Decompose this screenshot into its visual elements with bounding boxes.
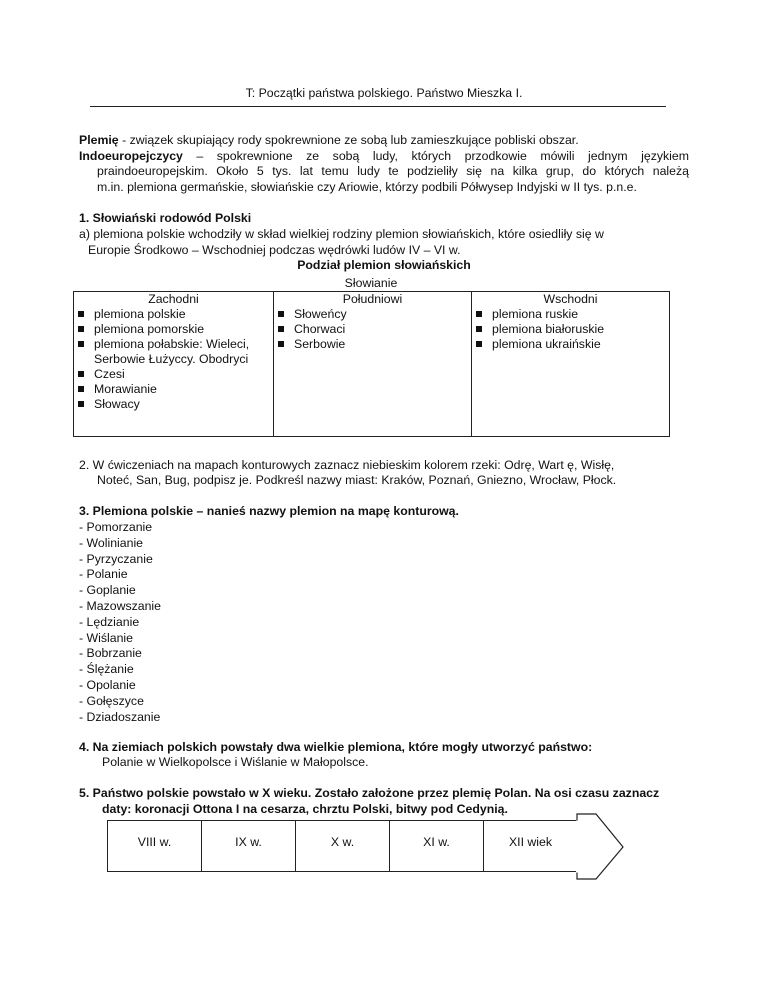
section1-line2: Europie Środkowo – Wschodniej podczas wędrówki ludów IV – VI w. — [88, 243, 461, 257]
list-item: Morawianie — [74, 382, 273, 397]
section5-line2: daty: koronacji Ottona I na cesarza, chrztu Polski, bitwy pod Cedynią. — [102, 802, 508, 816]
list-item: Serbowie — [274, 337, 471, 352]
section2-line2: Noteć, San, Bug, podpisz je. Podkreśl nazwy miast: Kraków, Poznań, Gniezno, Wrocław, Płock. — [97, 473, 617, 487]
column-header-east: Wschodni — [543, 292, 598, 306]
list-item: Chorwaci — [274, 322, 471, 337]
west-tribes-list — [74, 307, 273, 412]
definition-indo-line2: praindoeuropejskim. Około 5 tys. lat temu ludy te podzieliły się na kilka grup, do których należą — [97, 164, 689, 178]
list-item: - Wiślanie — [79, 630, 133, 645]
section1-line1: a) plemiona polskie wchodziły w skład wielkiej rodziny plemion słowiańskich, które osiedliły się w — [79, 227, 604, 241]
list-item: - Ślężanie — [79, 662, 134, 677]
definition-plemie — [79, 133, 579, 148]
timeline-label: XI w. — [423, 835, 450, 849]
list-item: - Opolanie — [79, 677, 136, 692]
term-indoeuropejczycy: Indoeuropejczycy — [79, 149, 183, 163]
timeline-label: XII wiek — [508, 835, 553, 849]
timeline-label: X w. — [330, 835, 355, 849]
tribe-list — [79, 520, 161, 725]
list-item: plemiona ruskie — [472, 307, 669, 322]
column-header-west: Zachodni — [148, 292, 199, 306]
list-item: - Pyrzyczanie — [79, 551, 153, 566]
list-item: - Dziadoszanie — [79, 709, 161, 724]
list-item: Słowacy — [74, 397, 273, 412]
section4-heading: 4. Na ziemiach polskich powstały dwa wielkie plemiona, które mogły utworzyć państwo: — [79, 740, 593, 754]
slavic-tribes-table — [73, 291, 670, 437]
timeline-label: IX w. — [235, 835, 262, 849]
list-item: - Polanie — [79, 567, 128, 582]
page-title: T: Początki państwa polskiego. Państwo Mieszka I. — [245, 86, 523, 100]
column-south — [274, 292, 472, 437]
list-item: plemiona polskie — [74, 307, 273, 322]
list-item: plemiona pomorskie — [74, 322, 273, 337]
timeline-label: VIII w. — [137, 835, 172, 849]
table-top-label: Słowianie — [344, 276, 398, 290]
list-item: - Goplanie — [79, 583, 136, 598]
list-item: - Pomorzanie — [79, 520, 153, 534]
definition-indo-line3: m.in. plemiona germańskie, słowiańskie czy Ariowie, którzy podbili Półwysep Indyjski w II tys. p.n.e. — [97, 180, 637, 194]
list-item: - Bobrzanie — [79, 646, 142, 661]
list-item: - Gołęszyce — [79, 693, 144, 708]
timeline-arrow-icon — [576, 813, 626, 881]
south-tribes-list — [274, 307, 471, 352]
column-west — [74, 292, 274, 437]
column-east — [472, 292, 670, 437]
list-item: plemiona białoruskie — [472, 322, 669, 337]
definition-plemie-text: - związek skupiający rody spokrewnione ze sobą lub zamieszkujące pobliski obszar. — [118, 133, 579, 147]
table-title: Podział plemion słowiańskich — [297, 258, 471, 272]
list-item: Czesi — [74, 367, 273, 382]
definition-indo-line1: Indoeuropejczycy – spokrewnione ze sobą ludy, których przodkowie mówili jednym językiem — [79, 149, 689, 163]
column-header-south: Południowi — [342, 292, 403, 306]
list-item: - Wolinianie — [79, 535, 144, 550]
section2-line1: 2. W ćwiczeniach na mapach konturowych zaznacz niebieskim kolorem rzeki: Odrę, Wart ę, Wisłę, — [79, 458, 615, 472]
section1-heading: 1. Słowiański rodowód Polski — [79, 211, 252, 225]
list-item: plemiona ukraińskie — [472, 337, 669, 352]
list-item: Słoweńcy — [274, 307, 471, 322]
list-item: plemiona połabskie: Wieleci, Serbowie Łużyccy. Obodryci — [74, 337, 269, 367]
term-plemie: Plemię — [79, 133, 119, 147]
section3-heading: 3. Plemiona polskie – nanieś nazwy plemion na mapę konturową. — [79, 504, 459, 518]
section4-text: Polanie w Wielkopolsce i Wiślanie w Małopolsce. — [102, 755, 369, 769]
list-item: - Mazowszanie — [79, 598, 162, 613]
list-item: - Lędzianie — [79, 614, 140, 629]
title-underline — [90, 106, 666, 107]
section5-line1: 5. Państwo polskie powstało w X wieku. Zostało założone przez plemię Polan. Na osi czasu zaznacz — [79, 786, 660, 800]
east-tribes-list — [472, 307, 669, 352]
